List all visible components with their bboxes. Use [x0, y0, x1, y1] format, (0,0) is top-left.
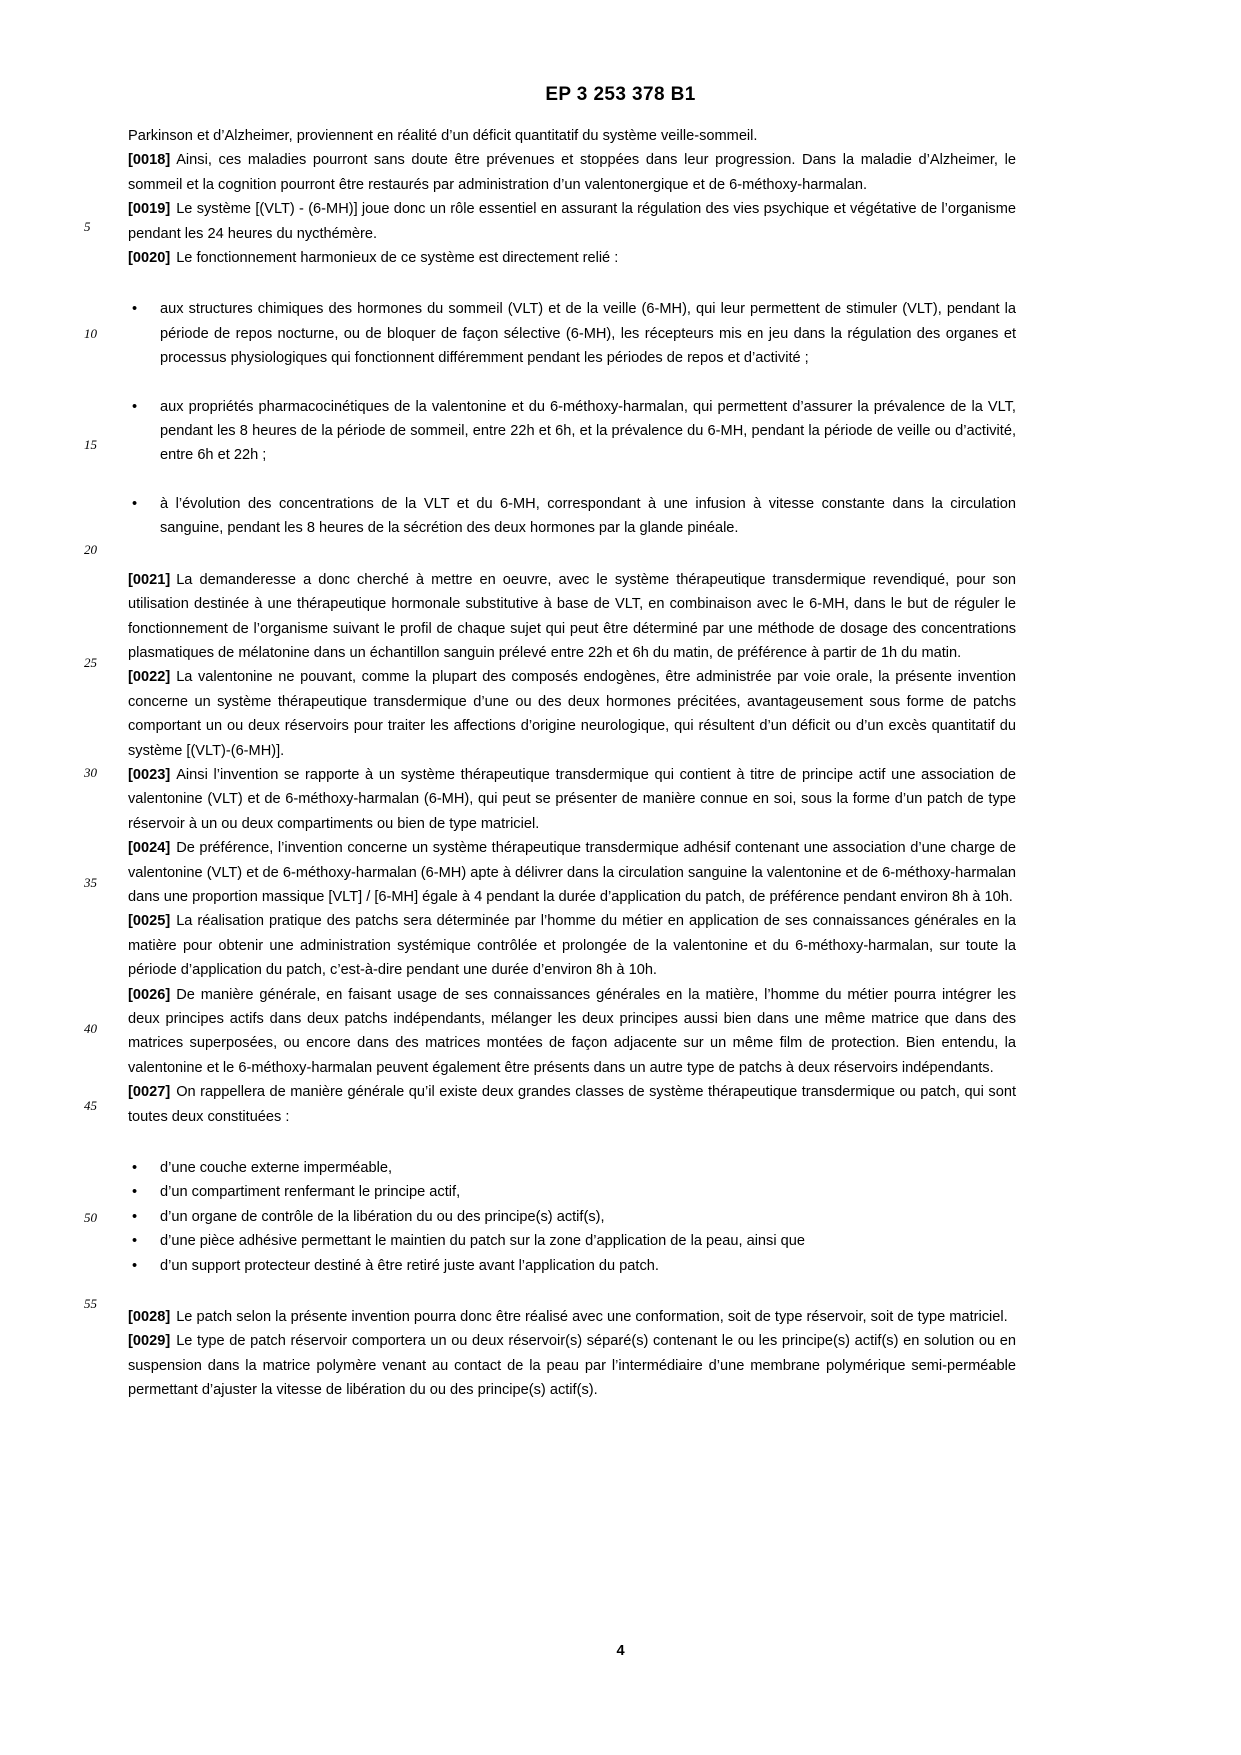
paragraph-0021 — [128, 568, 1016, 666]
paragraph-tag-0026: [0026] — [128, 986, 171, 1003]
paragraph-tag-0021: [0021] — [128, 571, 171, 588]
paragraph-tag-0028: [0028] — [128, 1309, 171, 1326]
paragraph-0025 — [128, 909, 1016, 982]
paragraph-0024 — [128, 836, 1016, 909]
paragraph-text-0021: La demanderesse a donc cherché à mettre en oeuvre, avec le système thérapeutique transdermique revendiqué, pour son utilisation destinée à une thérapeutique hormonale substitutive à base de VLT, en combinaison avec le 6-MH, dans le but de réguler le fonctionnement de l’organisme suivant le profil de chaque sujet qui peut être déterminé par une méthode de dosage des concentrations plasmatiques de mélatonine dans un échantillon sanguin prélevé entre 22h et 6h du matin, de préférence à partir de 1h du matin. — [128, 571, 1016, 661]
paragraph-tag-0023: [0023] — [128, 766, 171, 783]
page-number-footer: 4 — [616, 1643, 625, 1659]
list-item-text: aux propriétés pharmacocinétiques de la valentonine et du 6-méthoxy-harmalan, qui permettent d’assurer la prévalence de la VLT, pendant les 8 heures de la période de sommeil, entre 22h et 6h, et la prévalence du 6-MH, pendant la période de veille ou d’activité, entre 6h et 22h ; — [160, 398, 1016, 464]
line-number-50: 50 — [84, 1210, 97, 1225]
paragraph-tag-0024: [0024] — [128, 840, 171, 857]
page-header-title: EP 3 253 378 B1 — [545, 84, 696, 105]
line-number-45: 45 — [84, 1098, 97, 1113]
paragraph-0019 — [128, 197, 1016, 246]
paragraph-tag-0020: [0020] — [128, 250, 171, 267]
line-number-30: 30 — [84, 765, 97, 780]
line-number-40: 40 — [84, 1021, 97, 1036]
bullet-icon: • — [132, 1208, 138, 1225]
paragraph-0023 — [128, 763, 1016, 836]
paragraph-text-0027: On rappellera de manière générale qu’il existe deux grandes classes de système thérapeutique transdermique ou patch, qui sont toutes deux constituées : — [128, 1084, 1016, 1125]
paragraph-tag-0025: [0025] — [128, 913, 171, 930]
list-item-text: d’un compartiment renfermant le principe actif, — [160, 1184, 461, 1201]
spacer — [128, 270, 1016, 297]
line-number-55: 55 — [84, 1296, 97, 1311]
line-number-35: 35 — [84, 875, 97, 890]
paragraph-text-0019: Le système [(VLT) - (6-MH)] joue donc un rôle essentiel en assurant la régulation des vies psychique et végétative de l’organisme pendant les 24 heures du nycthémère. — [128, 201, 1016, 242]
bullet-icon: • — [132, 1160, 138, 1177]
paragraph-text-0029: Le type de patch réservoir comportera un ou deux réservoir(s) séparé(s) contenant le ou les principe(s) actif(s) en solution ou en suspension dans la matrice polymère venant au contact de la peau par l’intermédiaire d’une membrane polymérique semi-perméable permettant d’ajuster la vitesse de libération du ou des principe(s) actif(s). — [128, 1333, 1016, 1399]
paragraph-tag-0018: [0018] — [128, 152, 171, 169]
list-item-text: d’une pièce adhésive permettant le maintien du patch sur la zone d’application de la peau, ainsi que — [160, 1233, 805, 1250]
list-item — [128, 1156, 1016, 1180]
line-number-10: 10 — [84, 326, 97, 341]
list-item-text: d’un organe de contrôle de la libération du ou des principe(s) actif(s), — [160, 1208, 605, 1225]
paragraph-tag-0027: [0027] — [128, 1084, 171, 1101]
list-item — [128, 1254, 1016, 1278]
paragraph-0029 — [128, 1329, 1016, 1402]
paragraph-text-0023: Ainsi l’invention se rapporte à un système thérapeutique transdermique qui contient à titre de principe actif une association de valentonine (VLT) et de 6-méthoxy-harmalan (6-MH), qui peut se présenter de manière connue en soi, sous la forme d’un patch de type réservoir à un ou deux compartiments ou bien de type matriciel. — [128, 766, 1016, 832]
paragraph-text-0024: De préférence, l’invention concerne un système thérapeutique transdermique adhésif contenant une association d’une charge de valentonine (VLT) et de 6-méthoxy-harmalan (6-MH) apte à délivrer dans la circulation sanguine la valentonine et de 6-méthoxy-harmalan dans une proportion massique [VLT] / [6-MH] égale à 4 pendant la durée d’application du patch, de préférence pendant environ 8h à 10h. — [128, 840, 1016, 905]
list-item-text: d’une couche externe imperméable, — [160, 1160, 393, 1177]
paragraph-0027 — [128, 1080, 1016, 1129]
paragraph-text-0022: La valentonine ne pouvant, comme la plupart des composés endogènes, être administrée par voie orale, la présente invention concerne un système thérapeutique transdermique d’une ou des deux hormones précitées, avantageusement sous forme de patchs comportant un ou deux réservoirs pour traiter les affections d’origine neurologique, qui résultent d’un déficit ou d’un excès quantitatif du système [(VLT)-(6-MH)]. — [128, 669, 1016, 759]
bullet-icon: • — [132, 1257, 138, 1274]
paragraph-text-0025: La réalisation pratique des patchs sera déterminée par l’homme du métier en application de ses connaissances générales en la matière pour obtenir une administration systémique contrôlée et prolongée de la valentonine et du 6-méthoxy-harmalan, sur toute la période d’application du patch, c’est-à-dire pendant une durée d’environ 8h à 10h. — [128, 913, 1016, 979]
line-number-5: 5 — [84, 219, 91, 234]
paragraph-tag-0022: [0022] — [128, 669, 171, 686]
lead-paragraph: Parkinson et d’Alzheimer, proviennent en réalité d’un déficit quantitatif du système veille-sommeil. — [128, 128, 758, 144]
bullet-list-system-links — [128, 297, 1016, 540]
paragraph-text-0018: Ainsi, ces maladies pourront sans doute être prévenues et stoppées dans leur progression. Dans la maladie d’Alzheimer, le sommeil et la cognition pourront être restaurés par administration d’un valentonergique et de 6-méthoxy-harmalan. — [128, 152, 1016, 193]
list-item-text: aux structures chimiques des hormones du sommeil (VLT) et de la veille (6-MH), qui leur permettent de stimuler (VLT), pendant la période de repos nocturne, ou de bloquer de façon sélective (6-MH), les récepteurs mis en jeu dans la régulation des organes et processus physiologiques qui fonctionnent différemment pendant les périodes de repos et d’activité ; — [160, 301, 1016, 367]
list-item — [128, 492, 1016, 541]
paragraph-text-0028: Le patch selon la présente invention pourra donc être réalisé avec une conformation, soit de type réservoir, soit de type matriciel. — [176, 1309, 1008, 1326]
list-item — [128, 1205, 1016, 1229]
paragraph-text-0020: Le fonctionnement harmonieux de ce système est directement relié : — [176, 250, 619, 267]
spacer — [128, 541, 1016, 568]
bullet-icon: • — [132, 301, 138, 318]
list-item-text: à l’évolution des concentrations de la VLT et du 6-MH, correspondant à une infusion à vitesse constante dans la circulation sanguine, pendant les 8 heures de la sécrétion des deux hormones par la glande pinéale. — [160, 495, 1016, 537]
bullet-icon: • — [132, 1184, 138, 1201]
paragraph-0018 — [128, 148, 1016, 197]
document-body — [128, 124, 1016, 1403]
bullet-icon: • — [132, 398, 138, 415]
paragraph-0028 — [128, 1305, 1016, 1329]
bullet-icon: • — [132, 495, 138, 512]
list-item-text: d’un support protecteur destiné à être retiré juste avant l’application du patch. — [160, 1257, 659, 1274]
spacer — [128, 1278, 1016, 1305]
bullet-icon: • — [132, 1233, 138, 1250]
bullet-list-patch-components — [128, 1156, 1016, 1278]
line-number-20: 20 — [84, 542, 97, 557]
paragraph-0026 — [128, 983, 1016, 1081]
list-item — [128, 297, 1016, 370]
paragraph-0022 — [128, 665, 1016, 763]
line-number-15: 15 — [84, 437, 97, 452]
list-item — [128, 1229, 1016, 1253]
paragraph-0020 — [128, 246, 1016, 270]
spacer — [128, 1129, 1016, 1156]
paragraph-tag-0029: [0029] — [128, 1333, 171, 1350]
paragraph-text-0026: De manière générale, en faisant usage de ses connaissances générales en la matière, l’homme du métier pourra intégrer les deux principes actifs dans deux patchs indépendants, mélanger les deux principes aussi bien dans une même matrice que dans des matrices superposées, ou encore dans des matrices montées de façon adjacente sur un même film de protection. Bien entendu, la valentonine et le 6-méthoxy-harmalan peuvent également être présents dans un autre type de patchs à deux réservoirs indépendants. — [128, 986, 1016, 1076]
list-item — [128, 395, 1016, 468]
paragraph-tag-0019: [0019] — [128, 201, 171, 218]
line-number-25: 25 — [84, 655, 97, 670]
list-item — [128, 1180, 1016, 1204]
